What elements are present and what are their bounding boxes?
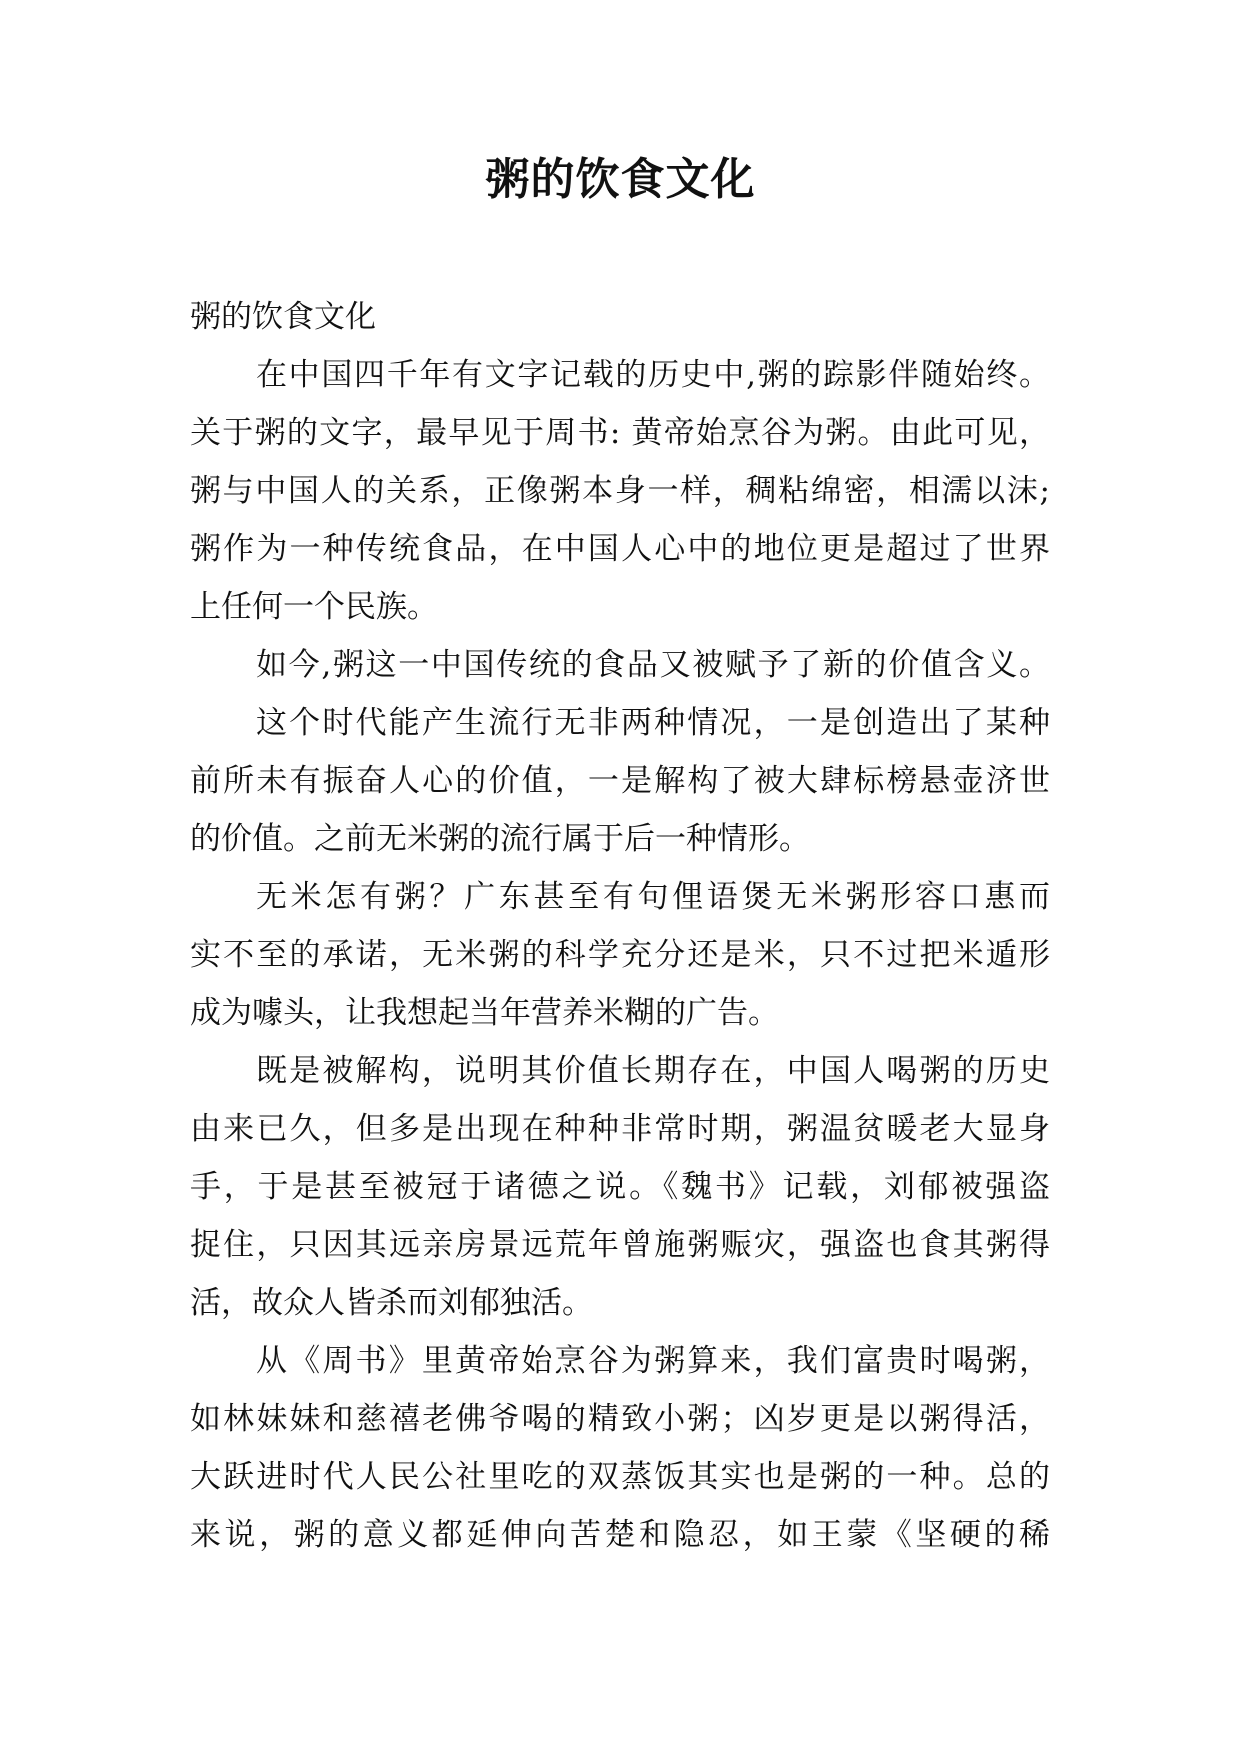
body-line: 这个时代能产生流行无非两种情况，一是创造出了某种 [256, 705, 1050, 741]
body-line: 由来已久，但多是出现在种种非常时期，粥温贫暖老大显身 [190, 1111, 1050, 1147]
document-body [190, 288, 1050, 1564]
body-line: 从《周书》里黄帝始烹谷为粥算来，我们富贵时喝粥， [256, 1343, 1050, 1379]
body-line: 的价值。之前无米粥的流行属于后一种情形。 [190, 821, 810, 857]
body-line: 前所未有振奋人心的价值，一是解构了被大肆标榜悬壶济世 [190, 763, 1050, 799]
body-line: 如林妹妹和慈禧老佛爷喝的精致小粥；凶岁更是以粥得活， [190, 1401, 1050, 1437]
body-line: 粥作为一种传统食品，在中国人心中的地位更是超过了世界 [190, 531, 1050, 567]
body-line: 粥的饮食文化 [190, 299, 376, 335]
body-line: 上任何一个民族。 [190, 589, 438, 625]
body-line: 如今,粥这一中国传统的食品又被赋予了新的价值含义。 [256, 647, 1050, 683]
body-line: 捉住，只因其远亲房景远荒年曾施粥赈灾，强盗也食其粥得 [190, 1227, 1050, 1263]
body-line: 大跃进时代人民公社里吃的双蒸饭其实也是粥的一种。总的 [190, 1459, 1050, 1495]
body-line: 成为噱头，让我想起当年营养米糊的广告。 [190, 995, 779, 1031]
body-line: 实不至的承诺，无米粥的科学充分还是米，只不过把米遁形 [190, 937, 1050, 973]
body-line: 粥与中国人的关系，正像粥本身一样，稠粘绵密，相濡以沫; [190, 473, 1050, 509]
body-line: 无米怎有粥？广东甚至有句俚语煲无米粥形容口惠而 [256, 879, 1050, 915]
body-line: 既是被解构，说明其价值长期存在，中国人喝粥的历史 [256, 1053, 1050, 1089]
body-line: 来说，粥的意义都延伸向苦楚和隐忍，如王蒙《坚硬的稀 [190, 1517, 1050, 1553]
body-line: 关于粥的文字，最早见于周书: 黄帝始烹谷为粥。由此可见， [190, 415, 1050, 451]
body-line: 手，于是甚至被冠于诸德之说。《魏书》记载，刘郁被强盗 [190, 1169, 1050, 1205]
document-title: 粥的饮食文化 [485, 154, 756, 205]
body-line: 活，故众人皆杀而刘郁独活。 [190, 1285, 593, 1321]
body-line: 在中国四千年有文字记载的历史中,粥的踪影伴随始终。 [256, 357, 1050, 393]
